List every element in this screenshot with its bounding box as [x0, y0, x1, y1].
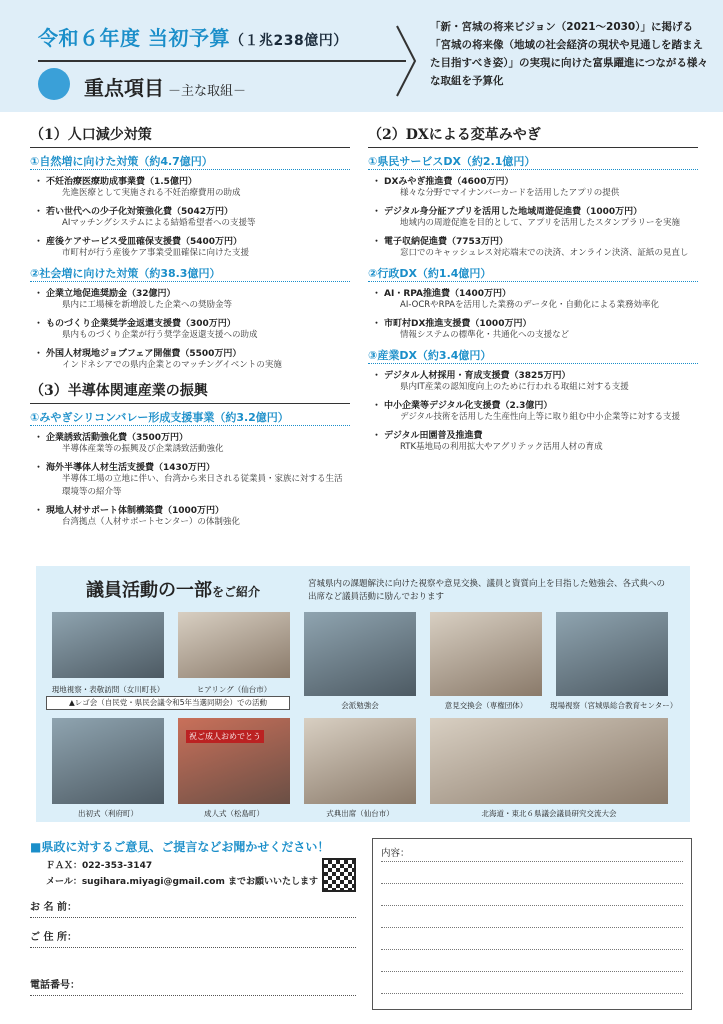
budget-item-desc: 県内に工場棟を新増設した企業への奨励金等	[62, 300, 233, 310]
budget-item: ・ 電子収納促進費（7753万円）	[368, 234, 698, 247]
budget-title: 令和６年度 当初予算（１兆238億円）	[38, 26, 348, 50]
budget-item-desc: AIマッチングシステムによる結婚希望者への支援等	[62, 218, 256, 228]
photo-ceremony	[304, 718, 416, 804]
budget-item: ・ AI・RPA推進費（1400万円）	[368, 286, 698, 299]
header-band	[0, 0, 723, 112]
budget-item-desc: RTK基地局の利用拡大やアグリテック活用人材の育成	[400, 442, 603, 452]
content-box[interactable]	[372, 838, 692, 1010]
budget-item-desc: デジタル技術を活用した生産性向上等に取り組む中小企業等に対する支援	[400, 412, 680, 422]
budget-item-desc: 先進医療として実施される不妊治療費用の助成	[62, 188, 241, 198]
email-address[interactable]: メール：sugihara.miyagi@gmail.com までお願いいたします	[46, 877, 318, 887]
budget-item: ・ 市町村DX推進支援費（1000万円）	[368, 316, 698, 329]
subsection-title: ③産業DX（約3.4億円）	[368, 347, 698, 364]
budget-item: ・ 現地人材サポート体制構築費（1000万円）	[30, 503, 350, 516]
budget-item: ・ DXみやぎ推進費（4600万円）	[368, 174, 698, 187]
photo-study	[304, 612, 416, 696]
budget-item: ・ 企業誘致活動強化費（3500万円）	[30, 430, 350, 443]
section-title: （1）人口減少対策	[30, 124, 350, 148]
section-title: （3）半導体関連産業の振興	[30, 380, 350, 404]
banner-text: 祝ご成人おめでとう	[186, 730, 264, 743]
photo-caption: 会派勉強会	[341, 701, 379, 710]
photo-exchange	[430, 612, 542, 696]
photo-caption: ヒアリング（仙台市）	[196, 685, 272, 694]
budget-item-desc: 半導体産業等の振興及び企業誘致活動強化	[62, 444, 224, 454]
budget-item: ・ 海外半導体人材生活支援費（1430万円）	[30, 460, 350, 473]
photo-conference	[430, 718, 668, 804]
qr-code	[322, 858, 356, 892]
ruled-line	[381, 883, 683, 884]
budget-item: ・ 若い世代への少子化対策強化費（5042万円）	[30, 204, 350, 217]
photo-site-visit	[556, 612, 668, 696]
phone-field[interactable]: 電話番号：	[30, 976, 356, 996]
budget-item: ・ 産後ケアサービス受皿確保支援費（5400万円）	[30, 234, 350, 247]
activities-title: 議員活動の一部をご紹介	[86, 580, 261, 601]
footer-contact	[30, 838, 360, 887]
ruled-line	[381, 861, 683, 862]
photo-caption: 成人式（松島町）	[204, 809, 264, 818]
subsection-title: ①県民サービスDX（約2.1億円）	[368, 153, 698, 170]
content-label: 内容：	[381, 848, 410, 859]
budget-item: ・ 企業立地促進奨励金（32億円）	[30, 286, 350, 299]
budget-item-desc: 市町村が行う産後ケア事業受皿確保に向けた支援	[62, 248, 250, 258]
budget-item-desc: 半導体工場の立地に伴い、台湾から来日される従業員・家族に対する生活環境等の紹介等	[62, 474, 343, 497]
photo-caption: 意見交換会（専権団体）	[444, 701, 528, 710]
footer-heading: ■県政に対するご意見、ご提言などお聞かせください！	[30, 840, 330, 854]
name-field[interactable]: お 名 前：	[30, 898, 356, 918]
header-rule	[38, 60, 406, 62]
budget-item-desc: 台湾拠点（人材サポートセンター）の体制強化	[62, 517, 240, 527]
photo-dezome	[52, 718, 164, 804]
subsection-title: ①自然増に向けた対策（約4.7億円）	[30, 153, 350, 170]
photo-caption: 出初式（利府町）	[78, 809, 138, 818]
budget-item-desc: 県内IT産業の認知度向上のために行われる取組に対する支援	[400, 382, 629, 392]
ruled-line	[381, 993, 683, 994]
chat-bubble-icon	[38, 68, 70, 100]
budget-item-desc: 様々な分野でマイナンバーカードを活用したアプリの提供	[400, 188, 620, 198]
activities-text: 宮城県内の課題解決に向けた視察や意見交換、議員と資質向上を目指した勉強会、各式典への出席など議員活動に励んでおります	[308, 579, 666, 602]
photo-inspection	[52, 612, 164, 678]
section-title: （2）DXによる変革みやぎ	[368, 124, 698, 148]
budget-item-desc: 県内ものづくり企業が行う奨学金返還支援への助成	[62, 330, 258, 340]
fax-number: ＦＡＸ：022-353-3147	[46, 861, 153, 871]
key-items-title: 重点項目 －主な取組－	[84, 76, 247, 100]
ruled-line	[381, 927, 683, 928]
chevron-right-icon	[395, 24, 417, 98]
subsection-title: ②社会増に向けた対策（約38.3億円）	[30, 265, 350, 282]
photo-caption: 現場視察（宮城県総合教育センター）	[550, 701, 678, 710]
address-field[interactable]: ご 住 所：	[30, 928, 356, 948]
ruled-line	[381, 971, 683, 972]
subsection-title: ①みやぎシリコンバレー形成支援事業（約3.2億円）	[30, 409, 350, 426]
photo-hearing	[178, 612, 290, 678]
budget-item-desc: AI-OCRやRPAを活用した業務のデータ化・自動化による業務効率化	[400, 300, 659, 310]
budget-item-desc: インドネシアでの県内企業とのマッチングイベントの実施	[62, 360, 282, 370]
budget-item-desc: 地域内の周遊促進を目的として、アプリを活用したスタンプラリーを実施	[400, 218, 680, 228]
ruled-line	[381, 905, 683, 906]
budget-item: ・ 外国人材現地ジョブフェア開催費（5500万円）	[30, 346, 350, 359]
vision-text: 「新・宮城の将来ビジョン（2021〜2030）」に掲げる「宮城の将来像（地域の社会経済の現状や見通しを踏まえた目指すべき姿）」の実現に向けた富県躍進につながる様々な取組を予算化	[430, 21, 708, 87]
photo-caption: 北海道・東北６県議会議員研究交流大会	[481, 809, 617, 818]
left-column	[30, 124, 350, 529]
budget-item-desc: 情報システムの標準化・共通化への支援など	[400, 330, 570, 340]
budget-item: ・ デジタル身分証アプリを活用した地域周遊促進費（1000万円）	[368, 204, 698, 217]
photo-caption: 式典出席（仙台市）	[326, 809, 394, 818]
budget-item: ・ デジタル人材採用・育成支援費（3825万円）	[368, 368, 698, 381]
rego-caption: ▲レゴ会（自民党・県民会議令和5年当選同期会）での活動	[46, 696, 290, 710]
budget-item: ・ 不妊治療医療助成事業費（1.5億円）	[30, 174, 350, 187]
photo-caption: 現地視察・表敬訪問（女川町長）	[51, 685, 165, 694]
budget-item: ・ 中小企業等デジタル化支援費（2.3億円）	[368, 398, 698, 411]
budget-item: ・ ものづくり企業奨学金返還支援費（300万円）	[30, 316, 350, 329]
right-column	[368, 124, 698, 454]
subsection-title: ②行政DX（約1.4億円）	[368, 265, 698, 282]
ruled-line	[381, 949, 683, 950]
budget-item: ・ デジタル田園普及推進費	[368, 428, 698, 441]
budget-item-desc: 窓口でのキャッシュレス対応端末での決済、オンライン決済、証紙の見直し	[400, 248, 689, 258]
